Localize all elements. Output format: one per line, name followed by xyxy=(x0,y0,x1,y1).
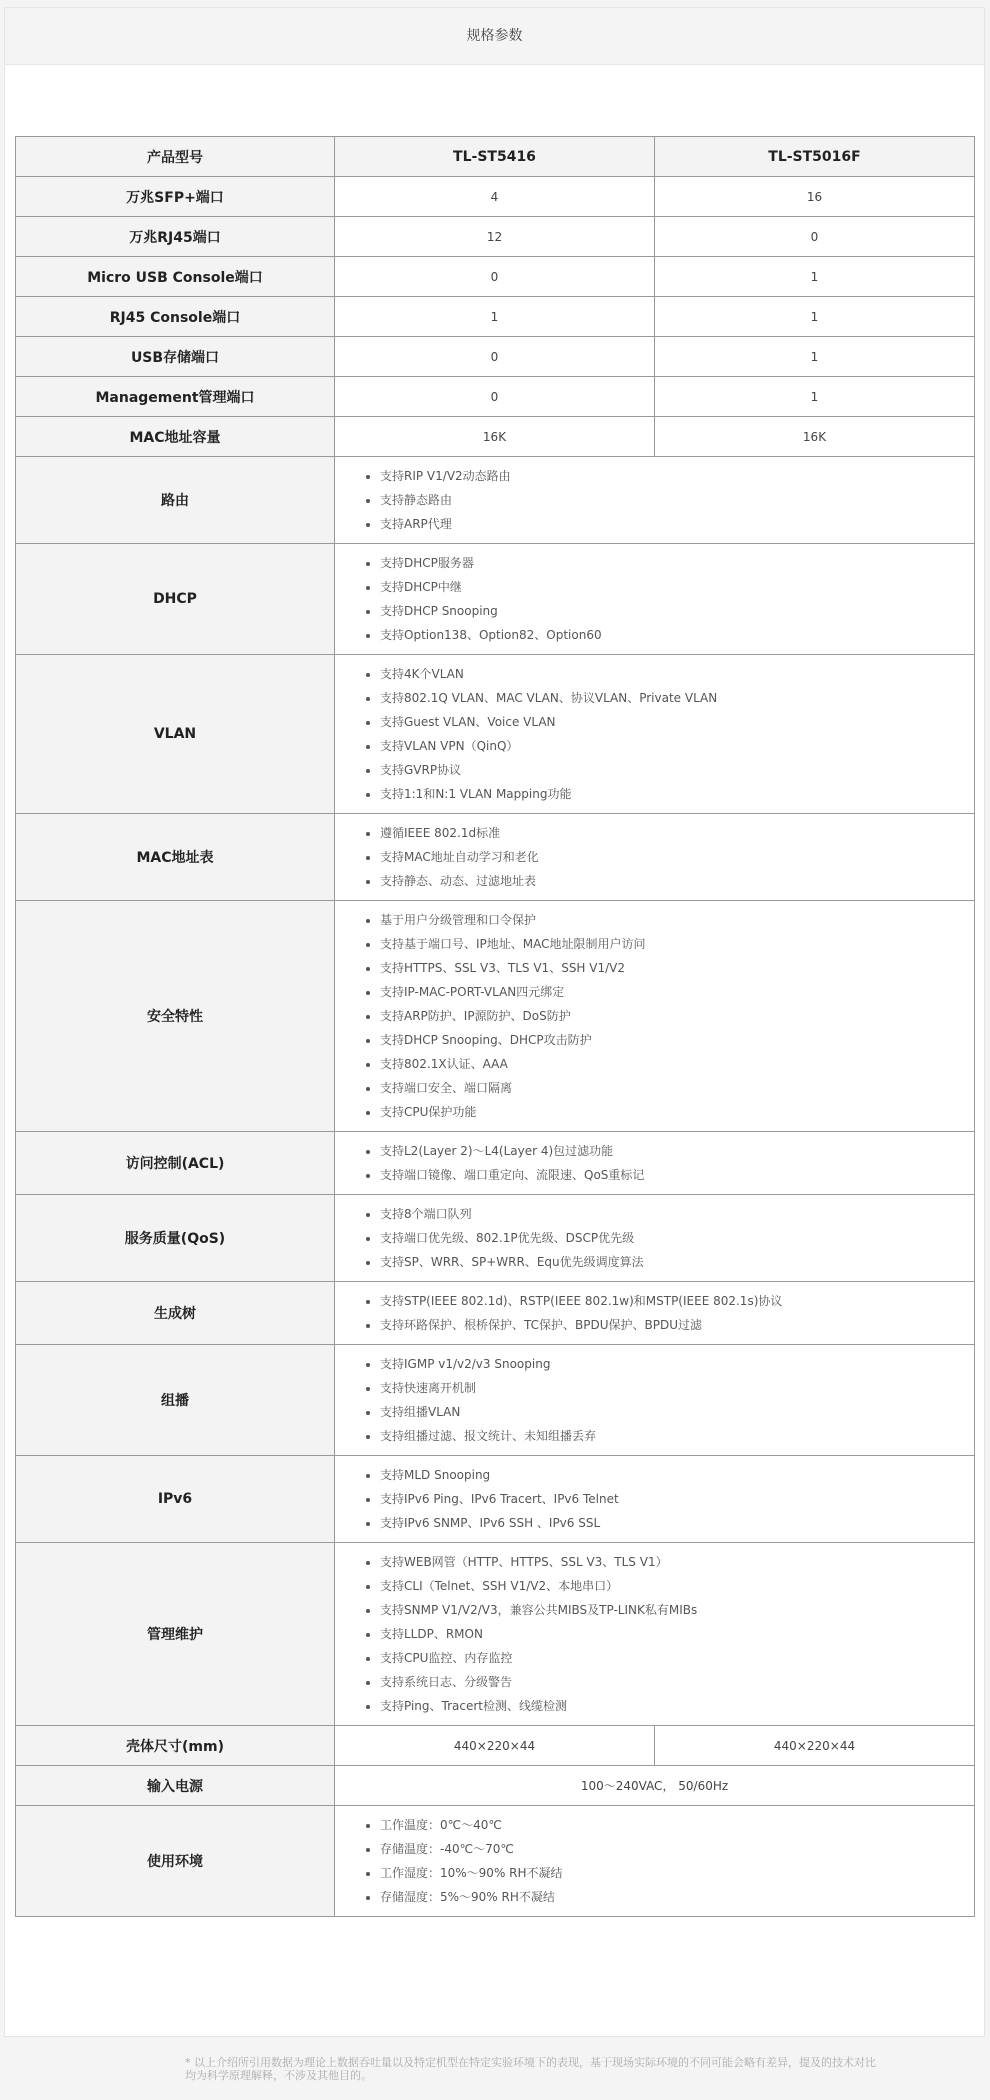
list-item: • 支持DHCP Snooping xyxy=(380,599,974,623)
list-item: • 支持SNMP V1/V2/V3，兼容公共MIBS及TP-LINK私有MIBs xyxy=(380,1598,974,1622)
feature-list xyxy=(353,821,974,893)
table-row xyxy=(16,1543,975,1726)
table-row xyxy=(16,457,975,544)
feature-list-cell xyxy=(335,1195,975,1282)
list-item: • 支持组播过滤、报文统计、未知组播丢弃 xyxy=(380,1424,974,1448)
value-model-2: 1 xyxy=(655,297,975,337)
table-row xyxy=(16,814,975,901)
row-label: 使用环境 xyxy=(16,1806,335,1917)
list-item: • 支持CPU保护功能 xyxy=(380,1100,974,1124)
list-item: • 支持Ping、Tracert检测、线缆检测 xyxy=(380,1694,974,1718)
table-row xyxy=(16,1766,975,1806)
table-row xyxy=(16,177,975,217)
value-model-2: 0 xyxy=(655,217,975,257)
feature-list xyxy=(353,1813,974,1909)
list-item: • 存储温度：-40℃～70℃ xyxy=(380,1837,974,1861)
list-item: • 支持802.1X认证、AAA xyxy=(380,1052,974,1076)
row-label: 组播 xyxy=(16,1345,335,1456)
list-item: • 支持VLAN VPN（QinQ） xyxy=(380,734,974,758)
value-model-2: 1 xyxy=(655,377,975,417)
feature-list xyxy=(353,1289,974,1337)
value-model-1: 0 xyxy=(335,257,655,297)
list-item: • 支持HTTPS、SSL V3、TLS V1、SSH V1/V2 xyxy=(380,956,974,980)
value-model-2: 16 xyxy=(655,177,975,217)
list-item: • 支持端口镜像、端口重定向、流限速、QoS重标记 xyxy=(380,1163,974,1187)
list-item: • 支持Guest VLAN、Voice VLAN xyxy=(380,710,974,734)
list-item: • 支持802.1Q VLAN、MAC VLAN、协议VLAN、Private VLAN xyxy=(380,686,974,710)
table-row xyxy=(16,1195,975,1282)
list-item: • 支持L2(Layer 2)～L4(Layer 4)包过滤功能 xyxy=(380,1139,974,1163)
row-label: USB存储端口 xyxy=(16,337,335,377)
header-label: 产品型号 xyxy=(16,137,335,177)
list-item: • 支持环路保护、根桥保护、TC保护、BPDU保护、BPDU过滤 xyxy=(380,1313,974,1337)
value-model-1: 440×220×44 xyxy=(335,1726,655,1766)
row-label: 服务质量(QoS) xyxy=(16,1195,335,1282)
feature-list-cell xyxy=(335,1345,975,1456)
row-label: 输入电源 xyxy=(16,1766,335,1806)
row-label: 万兆SFP+端口 xyxy=(16,177,335,217)
value-model-1: 1 xyxy=(335,297,655,337)
list-item: • 支持系统日志、分级警告 xyxy=(380,1670,974,1694)
value-model-1: 4 xyxy=(335,177,655,217)
table-row xyxy=(16,1456,975,1543)
list-item: • 支持DHCP中继 xyxy=(380,575,974,599)
table-row xyxy=(16,1726,975,1766)
list-item: • 工作湿度：10%～90% RH不凝结 xyxy=(380,1861,974,1885)
table-row xyxy=(16,901,975,1132)
list-item: • 支持WEB网管（HTTP、HTTPS、SSL V3、TLS V1） xyxy=(380,1550,974,1574)
list-item: • 支持MLD Snooping xyxy=(380,1463,974,1487)
feature-list xyxy=(353,1550,974,1718)
row-label: 路由 xyxy=(16,457,335,544)
list-item: • 工作温度：0℃～40℃ xyxy=(380,1813,974,1837)
list-item: • 支持IPv6 SNMP、IPv6 SSH 、IPv6 SSL xyxy=(380,1511,974,1535)
row-label: MAC地址容量 xyxy=(16,417,335,457)
table-row xyxy=(16,1282,975,1345)
table-row xyxy=(16,217,975,257)
value-model-1: 12 xyxy=(335,217,655,257)
feature-list xyxy=(353,1352,974,1448)
table-row xyxy=(16,417,975,457)
value-model-2: 1 xyxy=(655,257,975,297)
list-item: • 支持端口优先级、802.1P优先级、DSCP优先级 xyxy=(380,1226,974,1250)
list-item: • 支持端口安全、端口隔离 xyxy=(380,1076,974,1100)
list-item: • 支持SP、WRR、SP+WRR、Equ优先级调度算法 xyxy=(380,1250,974,1274)
list-item: • 支持GVRP协议 xyxy=(380,758,974,782)
feature-list-cell xyxy=(335,1456,975,1543)
row-label: Management管理端口 xyxy=(16,377,335,417)
list-item: • 支持1:1和N:1 VLAN Mapping功能 xyxy=(380,782,974,806)
list-item: • 支持MAC地址自动学习和老化 xyxy=(380,845,974,869)
feature-list-cell xyxy=(335,457,975,544)
list-item: • 支持IPv6 Ping、IPv6 Tracert、IPv6 Telnet xyxy=(380,1487,974,1511)
feature-list-cell xyxy=(335,655,975,814)
table-row xyxy=(16,337,975,377)
list-item: • 支持DHCP服务器 xyxy=(380,551,974,575)
row-label: Micro USB Console端口 xyxy=(16,257,335,297)
row-label: MAC地址表 xyxy=(16,814,335,901)
list-item: • 支持DHCP Snooping、DHCP攻击防护 xyxy=(380,1028,974,1052)
feature-list xyxy=(353,908,974,1124)
list-item: • 支持CPU监控、内存监控 xyxy=(380,1646,974,1670)
row-label: 万兆RJ45端口 xyxy=(16,217,335,257)
row-label: DHCP xyxy=(16,544,335,655)
value-model-2: 1 xyxy=(655,337,975,377)
list-item: • 支持ARP防护、IP源防护、DoS防护 xyxy=(380,1004,974,1028)
row-label: 管理维护 xyxy=(16,1543,335,1726)
table-header-row xyxy=(16,137,975,177)
feature-list-cell xyxy=(335,1806,975,1917)
list-item: • 支持快速离开机制 xyxy=(380,1376,974,1400)
list-item: • 支持组播VLAN xyxy=(380,1400,974,1424)
feature-list-cell xyxy=(335,814,975,901)
list-item: • 支持ARP代理 xyxy=(380,512,974,536)
list-item: • 遵循IEEE 802.1d标准 xyxy=(380,821,974,845)
table-row xyxy=(16,257,975,297)
model-column-2: TL-ST5016F xyxy=(655,137,975,177)
feature-list xyxy=(353,1202,974,1274)
list-item: • 支持8个端口队列 xyxy=(380,1202,974,1226)
feature-list xyxy=(353,464,974,536)
list-item: • 支持静态、动态、过滤地址表 xyxy=(380,869,974,893)
section-header xyxy=(4,7,985,65)
power-value: 100～240VAC， 50/60Hz xyxy=(335,1766,975,1806)
value-model-1: 0 xyxy=(335,337,655,377)
list-item: • 存储湿度：5%～90% RH不凝结 xyxy=(380,1885,974,1909)
feature-list-cell xyxy=(335,1543,975,1726)
footnote: * 以上介绍所引用数据为理论上数据吞吐量以及特定机型在特定实验环境下的表现，基于现场实际环境的不同可能会略有差异，提及的技术对比均为科学原理解释，不涉及其他目的。 xyxy=(185,2056,876,2082)
feature-list-cell xyxy=(335,1282,975,1345)
list-item: • 支持IGMP v1/v2/v3 Snooping xyxy=(380,1352,974,1376)
list-item: • 支持静态路由 xyxy=(380,488,974,512)
value-model-1: 16K xyxy=(335,417,655,457)
table-row xyxy=(16,544,975,655)
spec-table xyxy=(15,136,975,1917)
section-title: 规格参数 xyxy=(466,28,523,44)
table-row xyxy=(16,297,975,337)
list-item: • 支持基于端口号、IP地址、MAC地址限制用户访问 xyxy=(380,932,974,956)
table-row xyxy=(16,377,975,417)
model-column-1: TL-ST5416 xyxy=(335,137,655,177)
table-row xyxy=(16,655,975,814)
row-label: RJ45 Console端口 xyxy=(16,297,335,337)
row-label: 生成树 xyxy=(16,1282,335,1345)
list-item: • 基于用户分级管理和口令保护 xyxy=(380,908,974,932)
list-item: • 支持STP(IEEE 802.1d)、RSTP(IEEE 802.1w)和MSTP(IEEE 802.1s)协议 xyxy=(380,1289,974,1313)
list-item: • 支持CLI（Telnet、SSH V1/V2、本地串口） xyxy=(380,1574,974,1598)
feature-list xyxy=(353,551,974,647)
list-item: • 支持LLDP、RMON xyxy=(380,1622,974,1646)
value-model-2: 16K xyxy=(655,417,975,457)
value-model-1: 0 xyxy=(335,377,655,417)
table-row xyxy=(16,1132,975,1195)
feature-list-cell xyxy=(335,1132,975,1195)
list-item: • 支持Option138、Option82、Option60 xyxy=(380,623,974,647)
list-item: • 支持IP-MAC-PORT-VLAN四元绑定 xyxy=(380,980,974,1004)
row-label: IPv6 xyxy=(16,1456,335,1543)
list-item: • 支持RIP V1/V2动态路由 xyxy=(380,464,974,488)
feature-list-cell xyxy=(335,544,975,655)
row-label: VLAN xyxy=(16,655,335,814)
value-model-2: 440×220×44 xyxy=(655,1726,975,1766)
table-row xyxy=(16,1806,975,1917)
row-label: 安全特性 xyxy=(16,901,335,1132)
feature-list xyxy=(353,1463,974,1535)
row-label: 壳体尺寸(mm) xyxy=(16,1726,335,1766)
table-row xyxy=(16,1345,975,1456)
feature-list xyxy=(353,1139,974,1187)
row-label: 访问控制(ACL) xyxy=(16,1132,335,1195)
list-item: • 支持4K个VLAN xyxy=(380,662,974,686)
feature-list-cell xyxy=(335,901,975,1132)
feature-list xyxy=(353,662,974,806)
